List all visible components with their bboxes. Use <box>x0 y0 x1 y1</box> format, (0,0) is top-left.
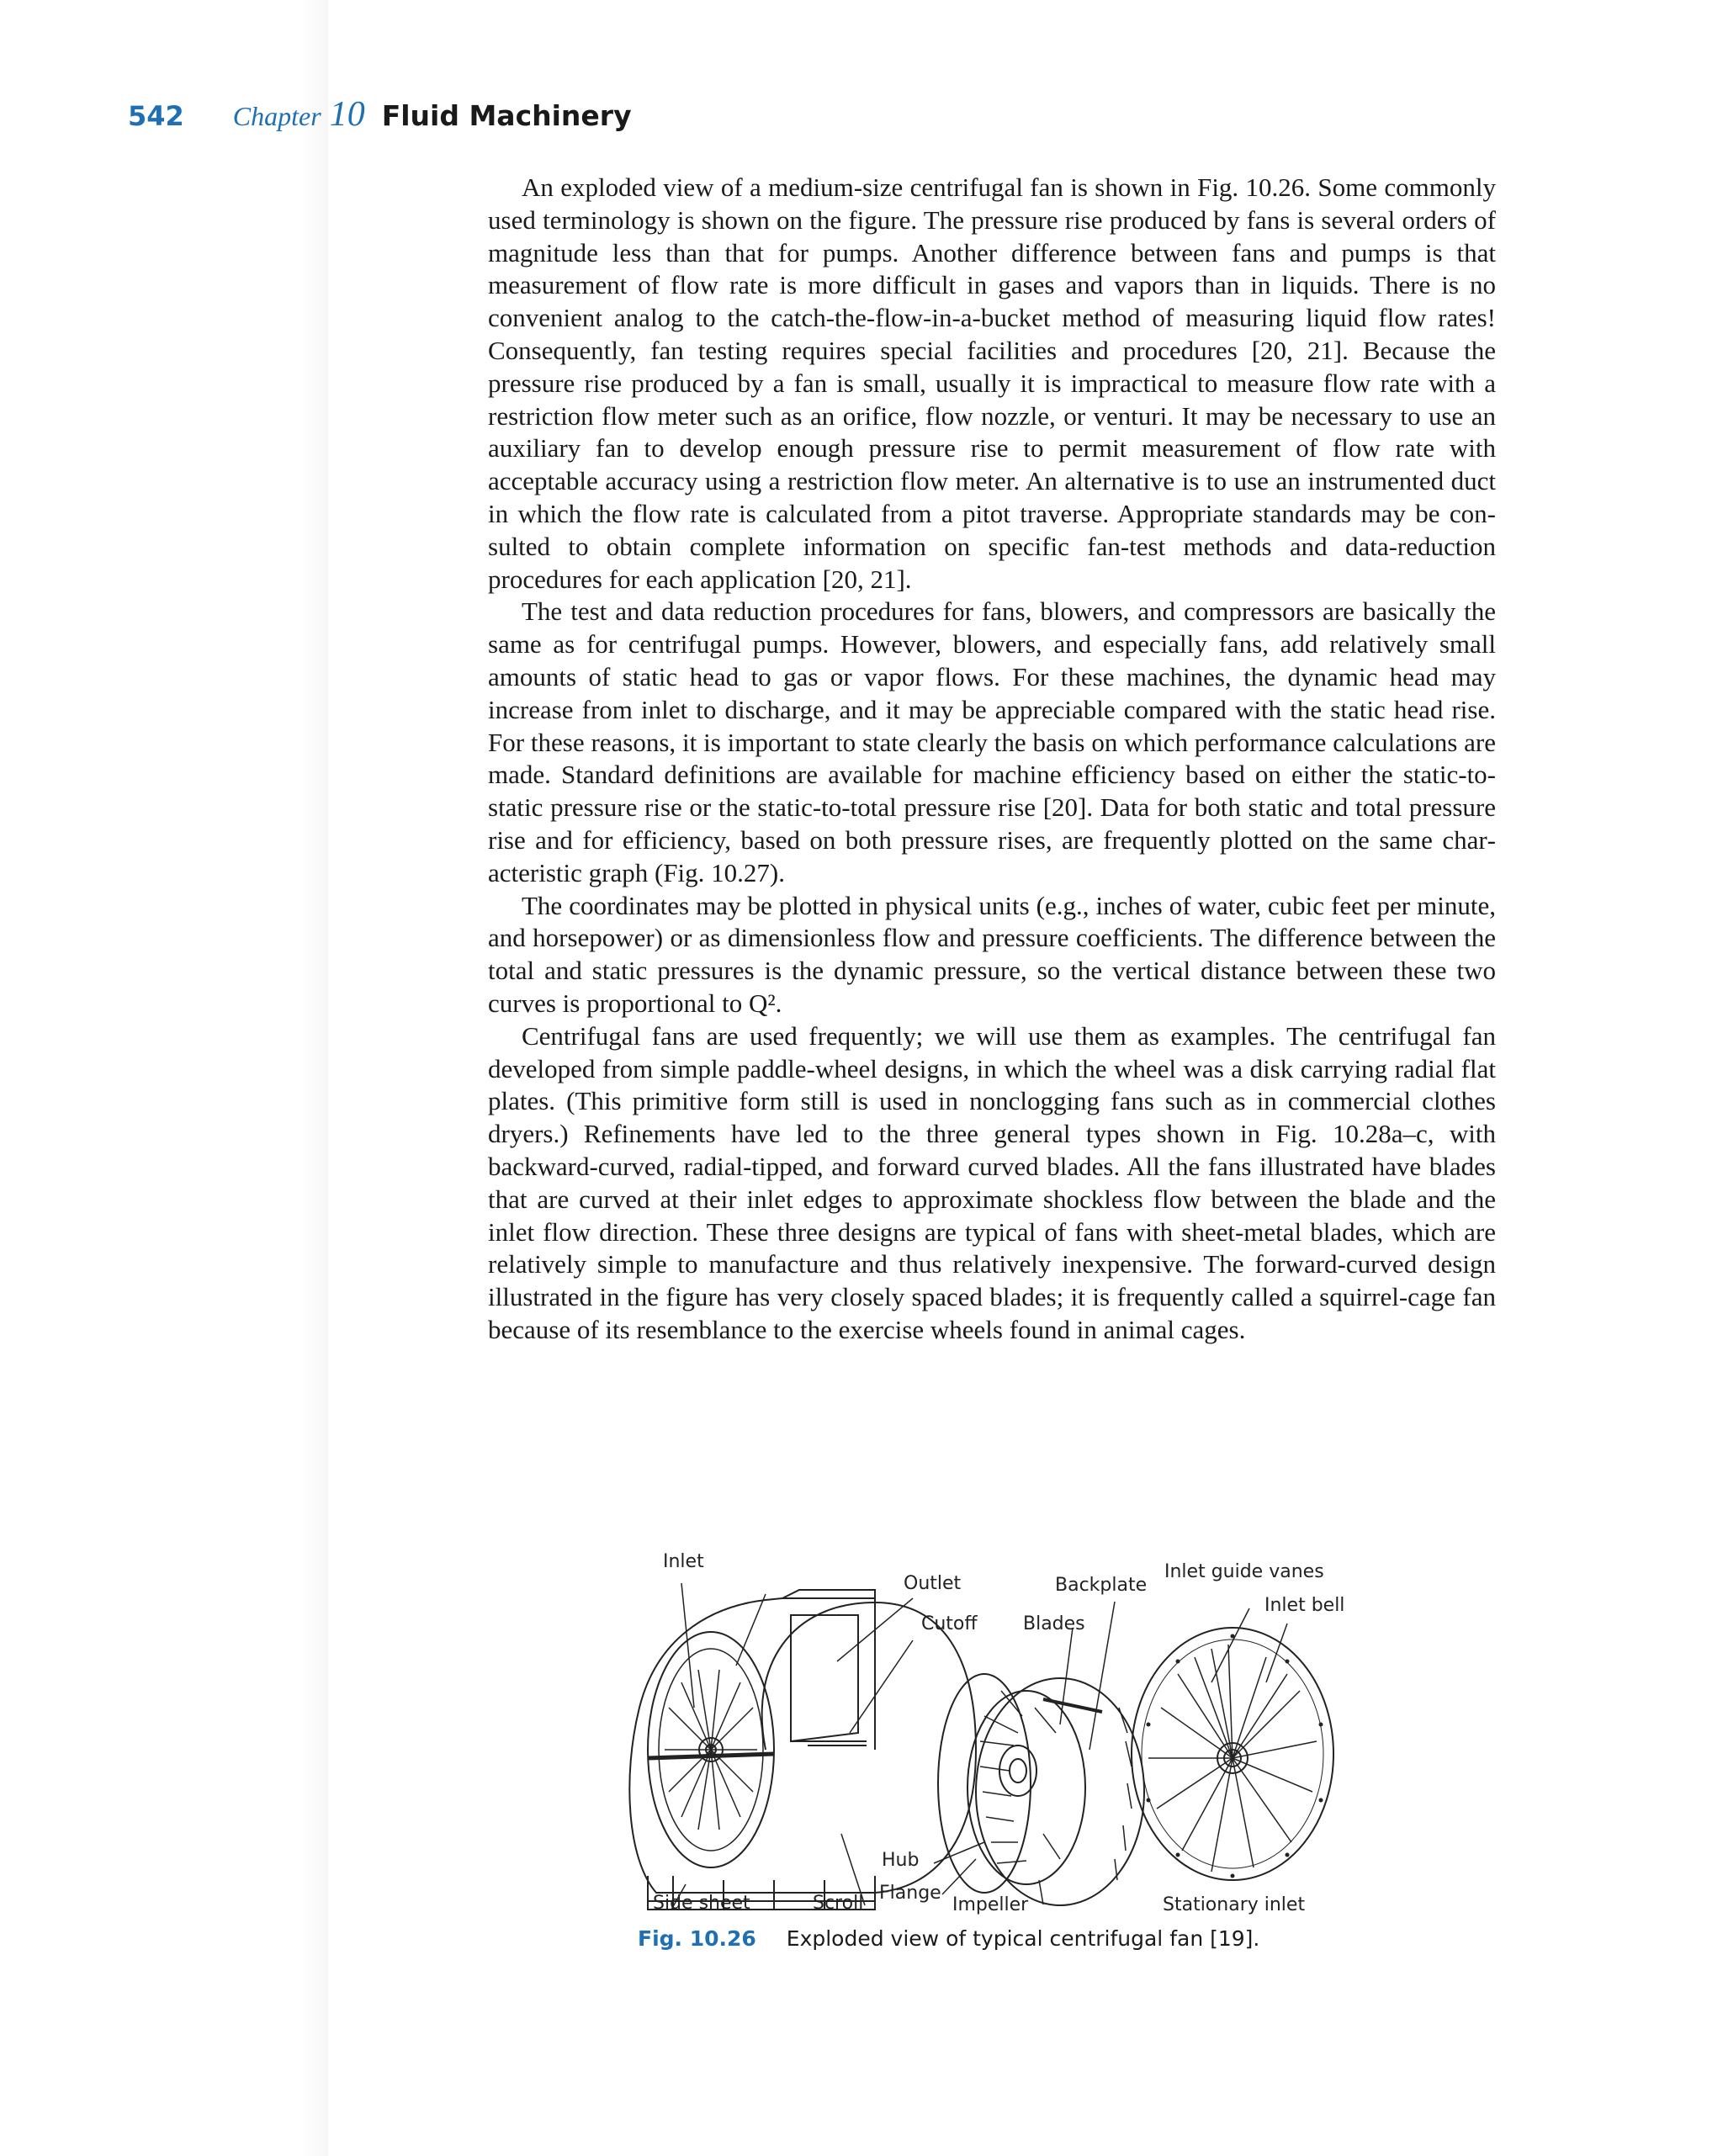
chapter-label: Chapter <box>232 101 321 131</box>
body-text <box>488 172 1496 1347</box>
housing-blades <box>665 1670 757 1830</box>
paragraph: The test and data reduction procedures for fans, blowers, and compressors are basically the same as for centrifugal pumps. However, blowers, and especially fans, add relatively small amounts of static head to gas or vapor flows. For these machines, the dynamic head may increase from inlet to discharge, and it may be appreciable compared with the static head rise. For these reasons, it is important to state clearly the basis on which performance calculations are made. Standard definitions are available for machine efficiency based on either the static-to-static pressure rise or the static-to-total pressure rise [20]. Data for both static and total pressure rise and for efficiency, based on both pressure rises, are frequently plotted on the same characteristic graph (Fig. 10.27). <box>488 596 1496 887</box>
caption-text: Exploded view of typical centrifugal fan [19]. <box>786 1926 1260 1951</box>
paragraph: The coordinates may be plotted in physical units (e.g., inches of water, cubic feet per minute, and horsepower) or as dimensionless flow and pressure coefficients. The difference between the total and static pressures is the dynamic pressure, so the vertical distance between these two curves is proportional to Q². <box>488 890 1496 1018</box>
figure-caption <box>638 1926 1259 1951</box>
label-cutoff: Cutoff <box>921 1613 978 1634</box>
label-hub: Hub <box>882 1850 920 1871</box>
label-blades: Blades <box>1023 1613 1085 1634</box>
label-leader-lines <box>671 1583 1287 1910</box>
figure-centrifugal-fan <box>623 1539 1380 1985</box>
housing-outlet <box>782 1590 875 1598</box>
page-number: 542 <box>128 100 184 132</box>
fan-housing-scroll <box>629 1598 976 1893</box>
label-scroll: Scroll <box>813 1893 864 1914</box>
page-margin <box>0 0 328 2156</box>
stationary-inlet-drawing <box>1132 1628 1333 1880</box>
label-inlet: Inlet <box>663 1551 704 1572</box>
chapter-title: Fluid Machinery <box>381 99 632 132</box>
label-stationary-inlet: Stationary inlet <box>1163 1894 1306 1915</box>
impeller-drawing <box>938 1674 1144 1905</box>
caption-number: Fig. 10.26 <box>638 1926 756 1951</box>
label-side-sheet: Side sheet <box>653 1893 750 1914</box>
label-impeller: Impeller <box>952 1894 1029 1915</box>
label-inlet-guide-vanes: Inlet guide vanes <box>1164 1561 1324 1582</box>
chapter-number: 10 <box>329 95 365 134</box>
paragraph: Centrifugal fans are used frequently; we will use them as examples. The centrifugal fan developed from simple paddle-wheel designs, in which the wheel was a disk carrying radial flat plates. (This primitive form still is used in nonclogging fans such as in commercial clothes dryers.) Refinements have led to the three general types shown in Fig. 10.28a–c, with backward-curved, radial-tipped, and forward curved blades. All the fans illustrated have blades that are curved at their inlet edges to approximate shockless flow between the blade and the inlet flow direction. These three designs are typical of fans with sheet-metal blades, which are relatively simple to manufacture and thus relatively inexpensive. The forward-curved design illustrated in the figure has very closely spaced blades; it is frequently called a squirrel-cage fan because of its resemblance to the exercise wheels found in animal cages. <box>488 1020 1496 1344</box>
label-flange: Flange <box>879 1883 941 1904</box>
running-head <box>128 94 632 141</box>
paragraph: An exploded view of a medium-size centrifugal fan is shown in Fig. 10.26. Some commonly used terminology is shown on the figure. The pressure rise produced by fans is several orders of magnitude less than that for pumps. Another difference between fans and pumps is that measurement of flow rate is more difficult in gases and vapors than in liquids. There is no convenient analog to the catch-the-flow-in-a-bucket method of measuring liquid flow rates! Consequently, fan testing requires special facilities and procedures [20, 21]. Because the pressure rise produced by a fan is small, usually it is impractical to measure flow rate with a restriction flow meter such as an orifice, flow nozzle, or venturi. It may be necessary to use an auxiliary fan to develop enough pressure rise to permit measurement of flow rate with acceptable accuracy using a restriction flow meter. An alternative is to use an instrumented duct in which the flow rate is calculated from a pitot traverse. Appropriate standards may be consulted to obtain complete information on specific fan-test methods and data-reduction procedures for each application [20, 21]. <box>488 172 1496 594</box>
label-backplate: Backplate <box>1055 1575 1148 1596</box>
label-outlet: Outlet <box>904 1573 962 1594</box>
label-inlet-bell: Inlet bell <box>1264 1595 1345 1616</box>
